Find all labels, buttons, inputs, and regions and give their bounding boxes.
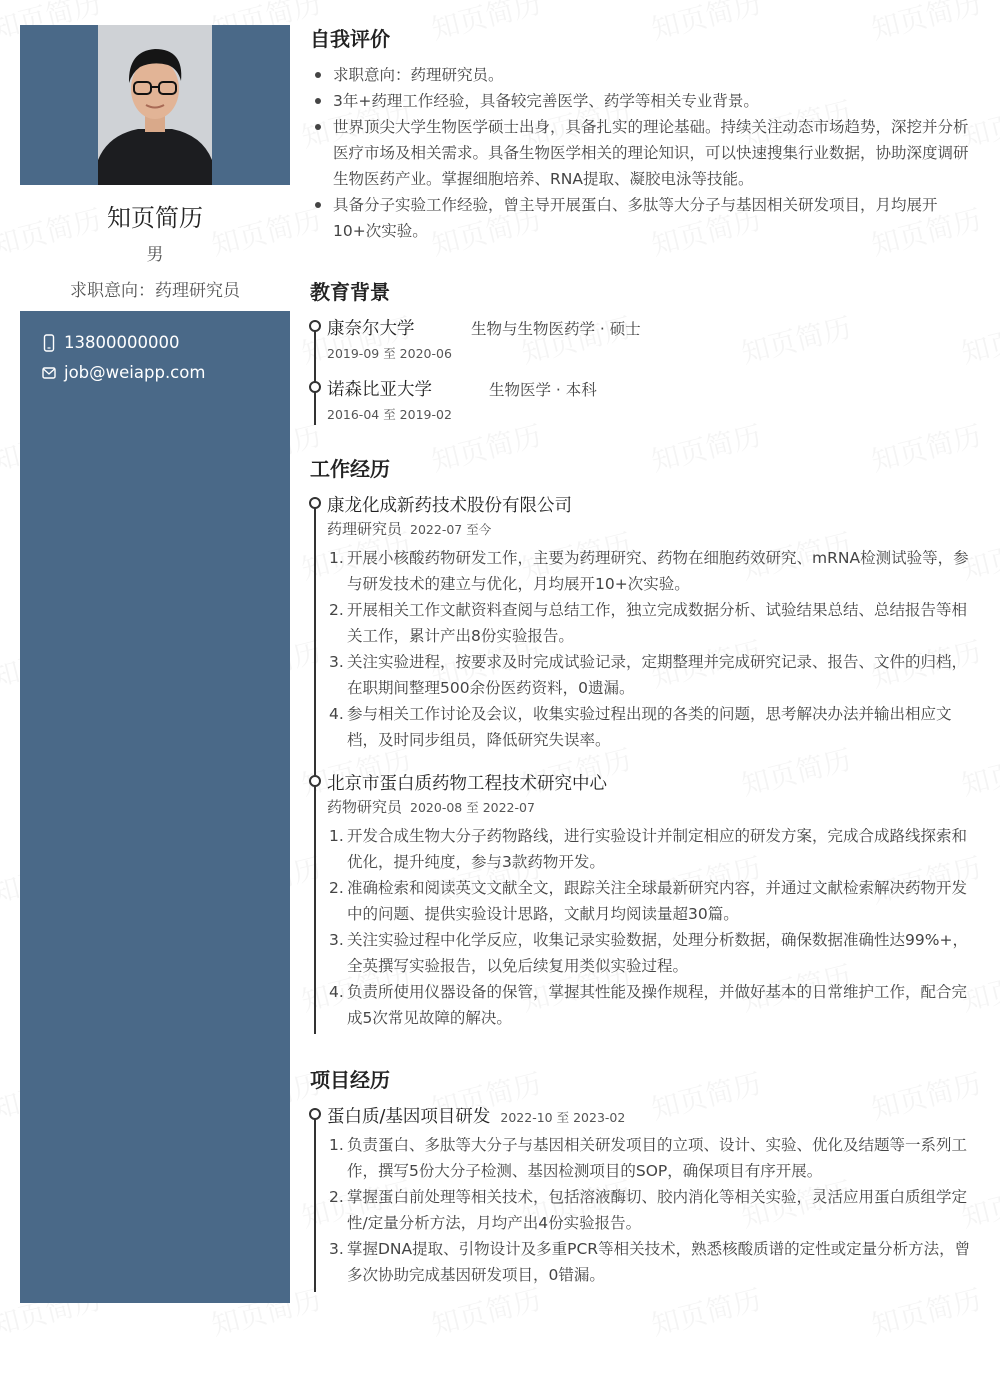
mail-icon <box>42 364 56 382</box>
list-item: 2. 开展相关工作文献资料查阅与总结工作，独立完成数据分析、试验结果总结、总结报告等相关工作，累计产出8份实验报告。 <box>329 601 968 645</box>
contact-panel <box>20 311 290 1303</box>
list-item: 世界顶尖大学生物医学硕士出身，具备扎实的理论基础。持续关注动态市场趋势，深挖并分析医疗市场及相关需求。具备生物医学相关的理论知识，可以快速搜集行业数据，协助深度调研生物医药产业。掌握细胞培养、RNA提取、凝胶电泳等技能。 <box>312 114 977 192</box>
work-role-line <box>327 796 535 817</box>
work-duties-list <box>329 823 974 1031</box>
watermark-text <box>427 0 545 48</box>
edu-date: 2016-04 至 2019-02 <box>327 407 452 422</box>
list-item: 2. 掌握蛋白前处理等相关技术，包括溶液酶切、胶内消化等相关实验，灵活应用蛋白质组学定性/定量分析方法，月均产出4份实验报告。 <box>329 1188 968 1232</box>
list-item: 1. 开发合成生物大分子药物路线，进行实验设计并制定相应的研发方案，完成合成路线探索和优化，提升纯度，参与3款药物开发。 <box>329 827 968 871</box>
list-item: 具备分子实验工作经验，曾主导开展蛋白、多肽等大分子与基因相关研发项目，月均展开10+次实验。 <box>312 192 977 244</box>
edu-major: 生物与生物医药学 · 硕士 <box>471 320 641 338</box>
watermark-text <box>517 306 635 372</box>
list-item: 4. 负责所使用仪器设备的保管，掌握其性能及操作规程，并做好基本的日常维护工作，配合完成5次常见故障的解决。 <box>329 983 968 1027</box>
watermark-text <box>867 414 985 480</box>
work-date: 2022-07 至今 <box>410 522 492 537</box>
work-company: 康龙化成新药技术股份有限公司 <box>327 496 572 516</box>
work-role: 药理研究员 <box>327 520 403 538</box>
list-item: 3年+药理工作经验，具备较完善医学、药学等相关专业背景。 <box>312 88 977 114</box>
profile-intent: 求职意向：药理研究员 <box>70 281 240 301</box>
list-item: 1. 负责蛋白、多肽等大分子与基因相关研发项目的立项、设计、实验、优化及结题等一系列工作，撰写5份大分子检测、基因检测项目的SOP，确保项目有序开展。 <box>329 1136 968 1180</box>
projects-title: 项目经历 <box>310 1068 390 1092</box>
edu-date: 2019-09 至 2020-06 <box>327 346 452 361</box>
work-duties-list <box>329 545 974 753</box>
projects-timeline <box>314 1113 316 1292</box>
list-item: 4. 参与相关工作讨论及会议，收集实验过程出现的各类的问题，思考解决办法并输出相应文档，及时同步组员，降低研究失误率。 <box>329 705 952 749</box>
project-date: 2022-10 至 2023-02 <box>500 1110 626 1125</box>
self-eval-title: 自我评价 <box>310 27 390 51</box>
profile-gender: 男 <box>146 245 164 265</box>
education-title: 教育背景 <box>310 280 390 304</box>
edu-school: 康奈尔大学 <box>327 319 415 339</box>
list-item: 求职意向：药理研究员。 <box>312 62 977 88</box>
work-company: 北京市蛋白质药物工程技术研究中心 <box>327 774 607 794</box>
profile-name: 知页简历 <box>107 204 203 232</box>
work-title: 工作经历 <box>310 457 390 481</box>
timeline-dot <box>309 775 321 787</box>
email-address: job@weiapp.com <box>64 363 206 382</box>
work-role: 药物研究员 <box>327 798 403 816</box>
watermark-text <box>867 0 985 48</box>
watermark-text <box>427 414 545 480</box>
list-item: 1. 开展小核酸药物研发工作，主要为药理研究、药物在细胞药效研究、mRNA检测试验等，参与研发技术的建立与优化，月均展开10+次实验。 <box>329 549 969 593</box>
education-timeline <box>314 325 316 425</box>
avatar-photo-icon <box>98 25 212 185</box>
work-timeline <box>314 502 316 1034</box>
project-name-line <box>327 1103 625 1128</box>
watermark-text <box>867 1062 985 1128</box>
watermark-text <box>957 306 1000 372</box>
timeline-dot <box>309 381 321 393</box>
self-eval-list <box>312 62 977 244</box>
watermark-text <box>647 1062 765 1128</box>
watermark-text <box>647 414 765 480</box>
avatar <box>98 25 212 185</box>
email-contact <box>42 363 205 382</box>
phone-contact <box>42 333 179 352</box>
list-item: 3. 关注实验过程中化学反应，收集记录实验数据，处理分析数据，确保数据准确性达99%+，全英撰写实验报告，以免后续复用类似实验过程。 <box>329 931 968 975</box>
timeline-dot <box>309 497 321 509</box>
project-duties-list <box>329 1132 974 1288</box>
timeline-dot <box>309 320 321 332</box>
list-item: 3. 关注实验进程，按要求及时完成试验记录，定期整理并完成研究记录、报告、文件的归档，在职期间整理500余份医药资料，0遗漏。 <box>329 653 968 697</box>
work-date: 2020-08 至 2022-07 <box>410 800 535 815</box>
timeline-dot <box>309 1108 321 1120</box>
work-role-line <box>327 518 491 539</box>
watermark-text <box>737 306 855 372</box>
edu-school: 诺森比亚大学 <box>327 380 432 400</box>
project-name: 蛋白质/基因项目研发 <box>327 1107 491 1127</box>
watermark-text <box>647 0 765 48</box>
edu-major: 生物医学 · 本科 <box>489 381 597 399</box>
phone-number: 13800000000 <box>64 333 180 352</box>
list-item: 2. 准确检索和阅读英文文献全文，跟踪关注全球最新研究内容，并通过文献检索解决药物开发中的问题、提供实验设计思路，文献月均阅读量超30篇。 <box>329 879 968 923</box>
phone-icon <box>42 334 56 352</box>
list-item: 3. 掌握DNA提取、引物设计及多重PCR等相关技术，熟悉核酸质谱的定性或定量分析方法，曾多次协助完成基因研发项目，0错漏。 <box>329 1240 971 1284</box>
